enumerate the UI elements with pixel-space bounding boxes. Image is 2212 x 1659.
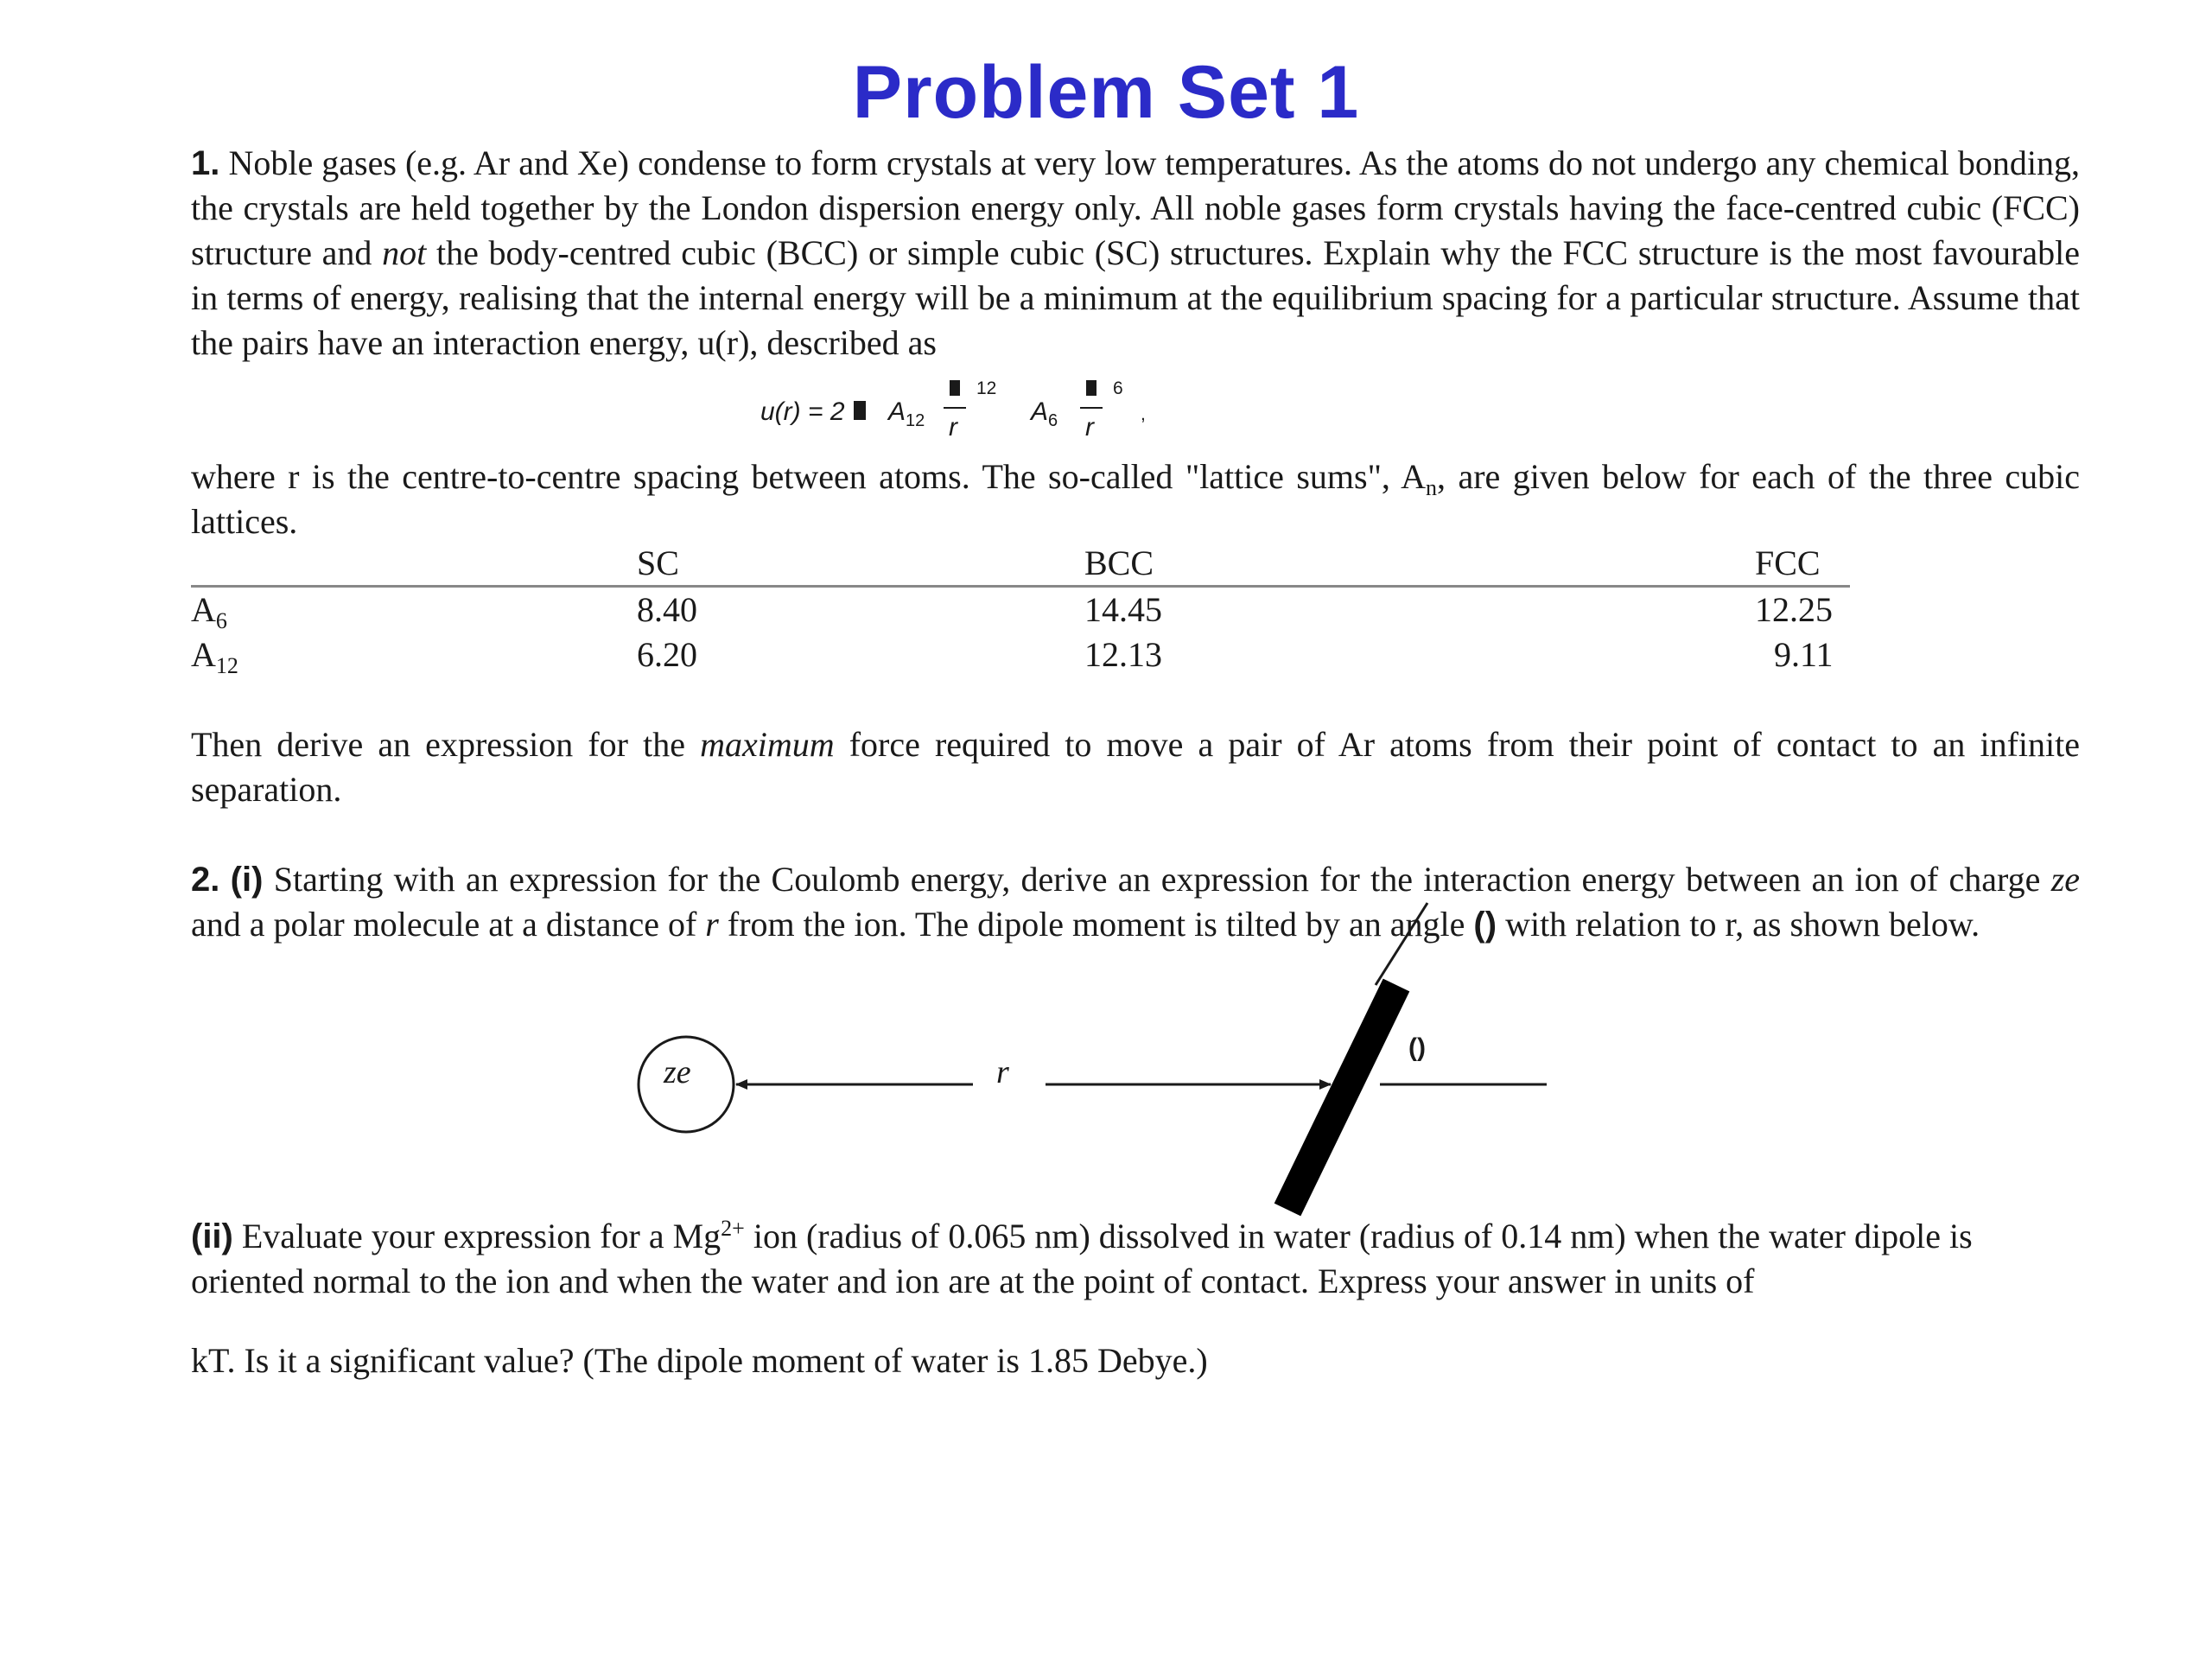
cell-a6-bcc: 14.45 (1084, 590, 1162, 629)
eq-exponent-12: 12 (976, 378, 997, 398)
eq-a6: $A_6$ (1031, 397, 1058, 430)
q2-text-i4: with relation to r, as shown below. (1497, 905, 1980, 944)
question-1-number: 1. (191, 144, 220, 182)
q2-text-ze: ze (2050, 860, 2081, 899)
q1-text-d2: force required to move a pair of Ar atoms from their point of contact to an infinite separation. (191, 725, 2081, 809)
eq-a12: $A_{12}$ (888, 397, 925, 430)
cell-a12-sc: 6.20 (637, 635, 697, 674)
q2-text-r: r (705, 905, 719, 944)
angle-label: () (1408, 1033, 1426, 1062)
row-label-a6: $A_6$ (191, 590, 227, 633)
mg-charge-superscript: 2+ (721, 1216, 745, 1241)
distance-label: r (996, 1054, 1009, 1090)
q2-text-ii3: kT. Is it a significant value? (The dipole moment of water is 1.85 Debye.) (191, 1341, 1208, 1380)
theta-symbol: () (1473, 906, 1497, 944)
q1-text-c2: , are given below for each of the three cubic lattices. (191, 457, 2081, 541)
q2-text-ii1: Evaluate your expression for a Mg (232, 1217, 721, 1255)
ion-label: ze (664, 1054, 691, 1090)
q1-text-b: the body-centred cubic (BCC) or simple cubic (SC) structures. Explain why the FCC structure is the most favourable in terms of energy, realising that the internal energy will be a minimum at the equilibrium spacing for a particular structure. Assume that the pairs have an interaction energy, u(r), described as (191, 233, 2080, 362)
table-header-fcc: FCC (1755, 543, 1821, 582)
q2-text-ii2: ion (radius of 0.065 nm) dissolved in water (radius of 0.14 nm) when the water dipole is oriented normal to the ion and when the water and ion are at the point of contact. Express your answer in units of (191, 1217, 1973, 1300)
eq-comma: , (1141, 404, 1146, 424)
question-2-part-ii-text (191, 1214, 2080, 1383)
part-ii-label: (ii) (191, 1217, 233, 1255)
q1-text-c1: where r is the centre-to-centre spacing between atoms. The so-called "lattice sums", A (191, 457, 1427, 496)
cell-a12-fcc: 9.11 (1774, 635, 1834, 674)
q2-text-i2: and a polar molecule at a distance of (191, 905, 706, 944)
q2-text-i1: Starting with an expression for the Coulomb energy, derive an expression for the interaction energy between an ion of charge (263, 860, 2051, 899)
cell-a12-bcc: 12.13 (1084, 635, 1162, 674)
cell-a6-fcc: 12.25 (1755, 590, 1833, 629)
question-2-number: 2. (191, 861, 220, 899)
eq-r-2: r (1085, 413, 1094, 442)
eq-lhs: u(r) = 2 (760, 397, 845, 426)
row-label-a12: $A_{12}$ (191, 635, 238, 678)
q1-text-c-sub: n (1426, 475, 1438, 500)
dipole-molecule (1287, 985, 1396, 1210)
eq-exponent-6: 6 (1113, 378, 1123, 398)
q1-text-not: not (382, 233, 427, 272)
q2-text-i3: from the ion. The dipole moment is tilted by an angle (718, 905, 1474, 944)
table-header-bcc: BCC (1084, 543, 1154, 582)
part-ii-paragraph (191, 1214, 2080, 1304)
q1-text-d1: Then derive an expression for the (191, 725, 701, 764)
eq-r-1: r (949, 413, 957, 442)
part-i-label: (i) (230, 861, 264, 899)
cell-a6-sc: 8.40 (637, 590, 697, 629)
q1-text-a: Noble gases (e.g. Ar and Xe) condense to form crystals at very low temperatures. As the atoms do not undergo any chemical bonding, the crystals are held together by the London dispersion energy only. All noble gases form crystals having the face-centred cubic (FCC) structure and (191, 143, 2080, 272)
table-header-sc: SC (637, 543, 679, 582)
dipole-direction-line (1376, 903, 1427, 985)
q1-text-maximum: maximum (700, 725, 835, 764)
page-title: Problem Set 1 (852, 51, 1360, 134)
